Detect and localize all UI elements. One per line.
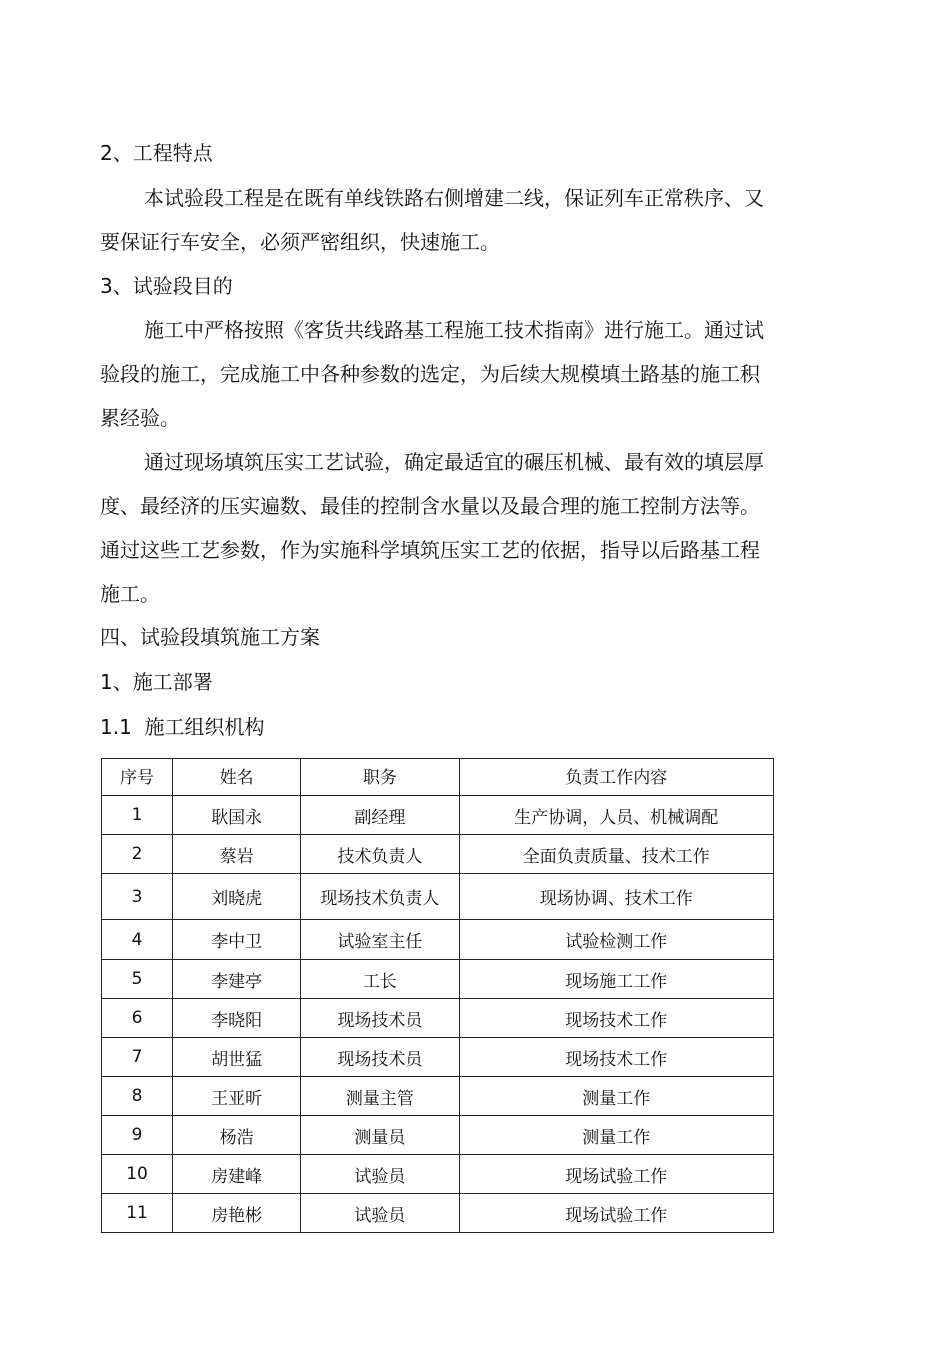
cell-name: 杨浩 <box>173 1116 301 1155</box>
header-cell-position: 职务 <box>301 759 459 796</box>
cell-index: 8 <box>102 1077 173 1116</box>
cell-index: 2 <box>102 835 173 874</box>
cell-index: 11 <box>102 1194 173 1233</box>
section-3-paragraph-1-line: 施工中严格按照《客货共线路基工程施工技术指南》进行施工。通过试 <box>144 318 764 342</box>
table-row <box>102 999 774 1038</box>
section-2-paragraph-line: 本试验段工程是在既有单线铁路右侧增建二线，保证列车正常秩序、又 <box>144 186 764 210</box>
cell-name: 房建峰 <box>173 1155 301 1194</box>
cell-position: 现场技术员 <box>301 999 459 1038</box>
section-2-paragraph-line: 要保证行车安全，必须严密组织，快速施工。 <box>100 230 500 254</box>
section-2-heading: 2、工程特点 <box>100 141 213 165</box>
cell-position: 工长 <box>301 960 459 999</box>
cell-duties: 测量工作 <box>459 1116 773 1155</box>
cell-name: 胡世猛 <box>173 1038 301 1077</box>
cell-index: 4 <box>102 920 173 960</box>
cell-duties: 现场协调、技术工作 <box>459 874 773 920</box>
cell-duties: 试验检测工作 <box>459 920 773 960</box>
organization-table <box>101 758 774 1233</box>
cell-index: 7 <box>102 1038 173 1077</box>
cell-position: 现场技术员 <box>301 1038 459 1077</box>
table-row <box>102 1116 774 1155</box>
cell-index: 1 <box>102 796 173 835</box>
cell-position: 技术负责人 <box>301 835 459 874</box>
cell-name: 耿国永 <box>173 796 301 835</box>
header-cell-duties: 负责工作内容 <box>459 759 773 796</box>
section-3-paragraph-2-line: 度、最经济的压实遍数、最佳的控制含水量以及最合理的施工控制方法等。 <box>100 494 760 518</box>
table-row <box>102 1077 774 1116</box>
table-row <box>102 960 774 999</box>
table-row <box>102 1194 774 1233</box>
cell-position: 现场技术负责人 <box>301 874 459 920</box>
cell-name: 房艳彬 <box>173 1194 301 1233</box>
cell-index: 3 <box>102 874 173 920</box>
cell-duties: 现场试验工作 <box>459 1194 773 1233</box>
cell-name: 蔡岩 <box>173 835 301 874</box>
section-4-heading: 四、试验段填筑施工方案 <box>100 625 320 649</box>
cell-position: 试验室主任 <box>301 920 459 960</box>
cell-duties: 现场技术工作 <box>459 1038 773 1077</box>
cell-position: 试验员 <box>301 1194 459 1233</box>
header-cell-name: 姓名 <box>173 759 301 796</box>
cell-name: 李建亭 <box>173 960 301 999</box>
table-row <box>102 1155 774 1194</box>
section-3-heading: 3、试验段目的 <box>100 274 233 298</box>
subsection-1-1-heading: 1.1 施工组织机构 <box>100 715 265 739</box>
cell-position: 测量员 <box>301 1116 459 1155</box>
table-row <box>102 874 774 920</box>
cell-index: 5 <box>102 960 173 999</box>
cell-position: 副经理 <box>301 796 459 835</box>
table-row <box>102 835 774 874</box>
cell-position: 试验员 <box>301 1155 459 1194</box>
subsection-1-heading: 1、施工部署 <box>100 670 213 694</box>
cell-index: 10 <box>102 1155 173 1194</box>
cell-duties: 现场技术工作 <box>459 999 773 1038</box>
table-row <box>102 920 774 960</box>
cell-duties: 全面负责质量、技术工作 <box>459 835 773 874</box>
cell-duties: 测量工作 <box>459 1077 773 1116</box>
section-3-paragraph-2-line: 通过这些工艺参数，作为实施科学填筑压实工艺的依据，指导以后路基工程 <box>100 538 760 562</box>
section-3-paragraph-2-line: 通过现场填筑压实工艺试验，确定最适宜的碾压机械、最有效的填层厚 <box>144 450 764 474</box>
section-3-paragraph-2-line: 施工。 <box>100 582 160 606</box>
table-row <box>102 796 774 835</box>
cell-name: 李晓阳 <box>173 999 301 1038</box>
table-row <box>102 1038 774 1077</box>
section-3-paragraph-1-line: 累经验。 <box>100 406 180 430</box>
header-cell-index: 序号 <box>102 759 173 796</box>
cell-index: 6 <box>102 999 173 1038</box>
cell-name: 王亚昕 <box>173 1077 301 1116</box>
cell-duties: 现场试验工作 <box>459 1155 773 1194</box>
cell-name: 李中卫 <box>173 920 301 960</box>
cell-position: 测量主管 <box>301 1077 459 1116</box>
cell-duties: 生产协调，人员、机械调配 <box>459 796 773 835</box>
cell-index: 9 <box>102 1116 173 1155</box>
table-header-row <box>102 759 774 796</box>
cell-name: 刘晓虎 <box>173 874 301 920</box>
section-3-paragraph-1-line: 验段的施工，完成施工中各种参数的选定，为后续大规模填土路基的施工积 <box>100 362 760 386</box>
cell-duties: 现场施工工作 <box>459 960 773 999</box>
